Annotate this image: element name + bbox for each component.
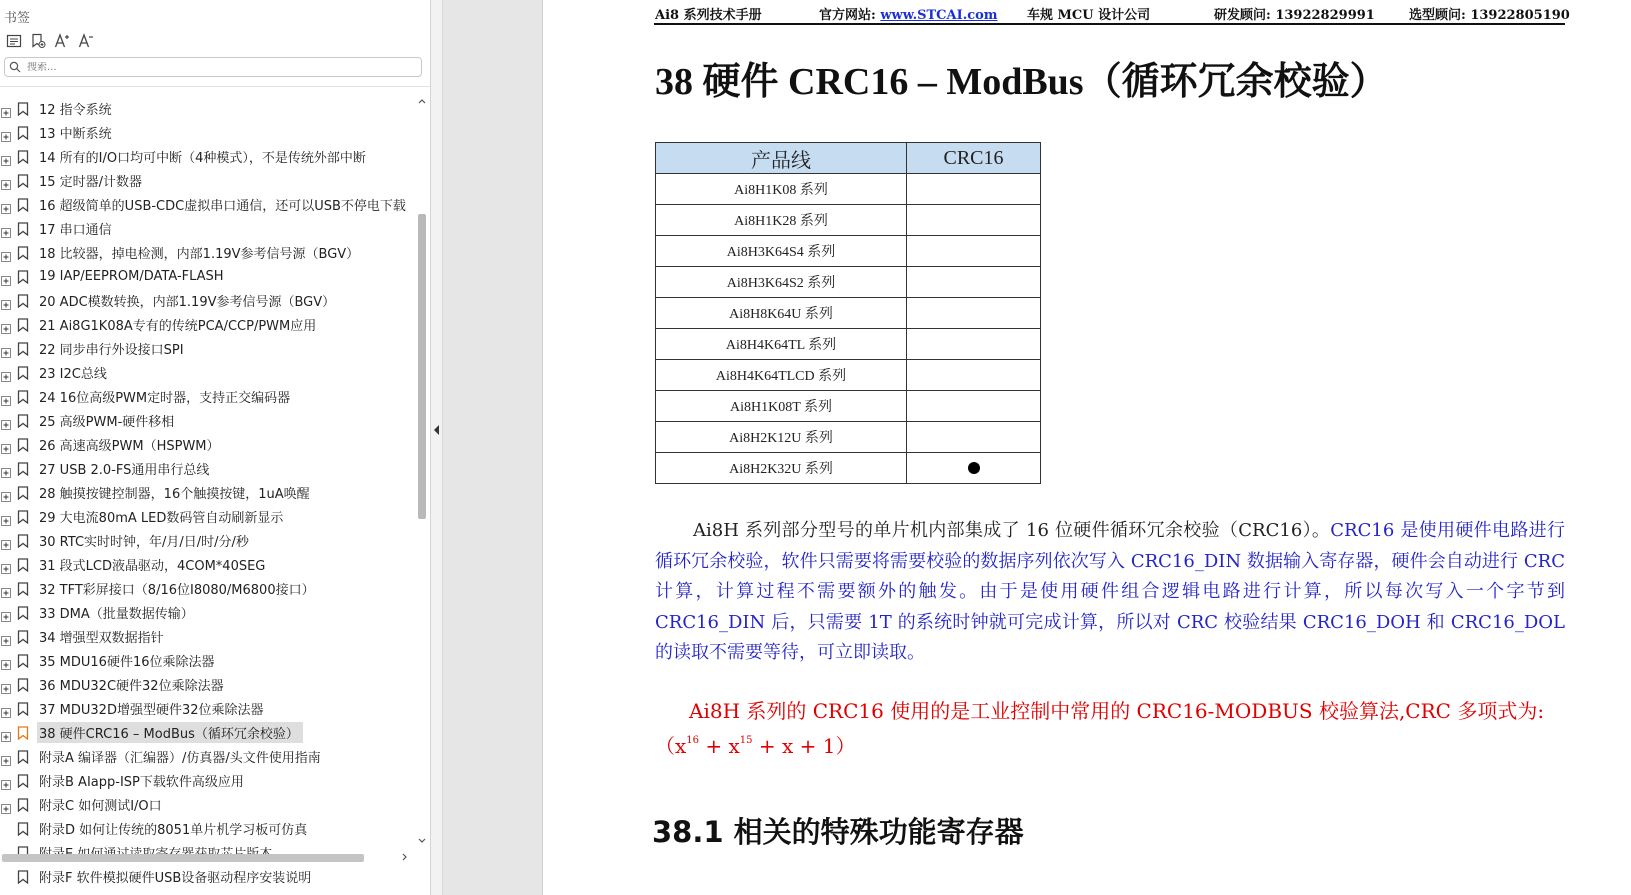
product-name-cell: Ai8H1K08 系列 — [656, 174, 907, 205]
bookmark-label: 22 同步串行外设接口SPI — [39, 342, 184, 358]
col-header-crc16: CRC16 — [907, 143, 1041, 174]
table-row — [656, 267, 1041, 298]
bookmark-panel — [0, 0, 431, 895]
crc16-support-cell — [907, 267, 1041, 298]
bookmark-label: 24 16位高级PWM定时器，支持正交编码器 — [39, 390, 291, 406]
product-name-cell: Ai8H1K08T 系列 — [656, 391, 907, 422]
table-row — [656, 236, 1041, 267]
expand-plus-icon[interactable] — [1, 295, 11, 305]
bookmark-search[interactable] — [4, 57, 422, 77]
vertical-scrollbar[interactable] — [414, 94, 430, 849]
expand-plus-icon[interactable] — [1, 751, 11, 761]
expand-plus-icon[interactable] — [1, 127, 11, 137]
expand-plus-icon[interactable] — [1, 247, 11, 257]
paragraph-blue: CRC16 是使用硬件电路进行循环冗余校验，软件只需要将需要校验的数据序列依次写入 CRC16_DIN 数据输入寄存器，硬件会自动进行 CRC 计算，计算过程不需要额外的触发。由于是使用硬件组合逻辑电路进行计算，所以每次写入一个字节到 CRC16_DIN 后，只需要 1T 的系统时钟就可完成计算，所以对 CRC 校验结果 CRC16_DOH 和 CRC16_DOL 的读取不需要等待，可立即读取。 — [655, 520, 1565, 663]
expand-plus-icon[interactable] — [1, 703, 11, 713]
bookmark-item[interactable] — [0, 600, 414, 624]
expand-plus-icon[interactable] — [1, 511, 11, 521]
product-name-cell: Ai8H2K12U 系列 — [656, 422, 907, 453]
bookmark-icon — [17, 629, 29, 643]
bookmark-icon — [17, 197, 29, 211]
table-row — [656, 298, 1041, 329]
horizontal-scrollbar[interactable] — [0, 852, 414, 866]
expand-plus-icon[interactable] — [1, 799, 11, 809]
bookmark-icon — [17, 869, 29, 883]
bookmark-label: 13 中断系统 — [39, 126, 112, 142]
bookmark-icon — [17, 221, 29, 235]
bookmark-item[interactable] — [0, 240, 414, 264]
table-row — [656, 453, 1041, 484]
table-row — [656, 391, 1041, 422]
bookmark-label: 27 USB 2.0-FS通用串行总线 — [39, 462, 210, 478]
header-site — [819, 4, 998, 23]
product-name-cell: Ai8H3K64S2 系列 — [656, 267, 907, 298]
crc16-support-cell — [907, 298, 1041, 329]
bookmark-icon — [17, 149, 29, 163]
scroll-up-icon[interactable] — [417, 96, 427, 106]
chapter-title: 38 硬件 CRC16 – ModBus（循环冗余校验） — [655, 61, 1388, 103]
bookmark-icon — [17, 413, 29, 427]
crc16-support-cell — [907, 205, 1041, 236]
poly-part-2: + x + 1） — [752, 734, 856, 758]
product-name-cell: Ai8H8K64U 系列 — [656, 298, 907, 329]
expand-plus-icon[interactable] — [1, 679, 11, 689]
bookmark-label: 38 硬件CRC16 – ModBus（循环冗余校验） — [37, 722, 303, 743]
expand-plus-icon[interactable] — [1, 583, 11, 593]
bookmark-label: 25 高级PWM-硬件移相 — [39, 414, 175, 430]
header-rd-contact: 研发顾问: 13922829991 — [1214, 8, 1375, 23]
bookmark-icon — [17, 125, 29, 139]
bookmark-label: 14 所有的I/O口均可中断（4种模式），不是传统外部中断 — [39, 150, 366, 166]
bookmark-item[interactable] — [0, 384, 414, 408]
expand-plus-icon[interactable] — [1, 271, 11, 281]
bookmark-icon — [17, 605, 29, 619]
expand-plus-icon[interactable] — [1, 655, 11, 665]
font-increase-icon[interactable] — [52, 31, 72, 51]
bookmark-item[interactable] — [0, 288, 414, 312]
bookmark-label: 36 MDU32C硬件32位乘除法器 — [39, 678, 224, 694]
bookmark-item[interactable] — [0, 432, 414, 456]
bookmark-icon — [17, 461, 29, 475]
expand-plus-icon — [1, 871, 11, 881]
bookmark-icon — [17, 341, 29, 355]
bookmark-icon — [17, 557, 29, 571]
bookmark-label: 37 MDU32D增强型硬件32位乘除法器 — [39, 702, 264, 718]
crc16-support-cell — [907, 360, 1041, 391]
expand-plus-icon[interactable] — [1, 775, 11, 785]
expand-plus-icon[interactable] — [1, 343, 11, 353]
bookmark-label: 12 指令系统 — [39, 102, 112, 118]
bookmark-toolbar — [4, 31, 96, 51]
expand-plus-icon[interactable] — [1, 151, 11, 161]
bookmark-label: 28 触摸按键控制器，16个触摸按键，1uA唤醒 — [39, 486, 310, 502]
bookmark-label: 18 比较器，掉电检测，内部1.19V参考信号源（BGV） — [39, 246, 360, 262]
divider — [0, 86, 430, 87]
scroll-right-icon[interactable] — [400, 852, 410, 862]
table-body — [656, 174, 1041, 484]
bookmark-item[interactable] — [0, 144, 414, 168]
bookmark-label: 35 MDU16硬件16位乘除法器 — [39, 654, 215, 670]
bookmark-item[interactable] — [0, 312, 414, 336]
col-header-product: 产品线 — [656, 143, 907, 174]
poly-open: （x — [655, 734, 687, 758]
expand-plus-icon[interactable] — [1, 367, 11, 377]
bookmark-label: 34 增强型双数据指针 — [39, 630, 164, 646]
expand-plus-icon[interactable] — [1, 487, 11, 497]
collapse-left-icon[interactable] — [433, 424, 441, 436]
header-manual: Ai8 系列技术手册 — [655, 8, 762, 23]
bookmark-item[interactable] — [0, 120, 414, 144]
expand-plus-icon[interactable] — [1, 559, 11, 569]
product-name-cell: Ai8H3K64S4 系列 — [656, 236, 907, 267]
expand-plus-icon[interactable] — [1, 631, 11, 641]
bookmark-item[interactable] — [0, 504, 414, 528]
table-row — [656, 205, 1041, 236]
bookmark-icon — [17, 101, 29, 115]
bookmark-item[interactable] — [0, 792, 414, 816]
bookmark-item[interactable] — [0, 360, 414, 384]
bookmark-icon — [17, 437, 29, 451]
expand-plus-icon[interactable] — [1, 415, 11, 425]
bookmark-label: 29 大电流80mA LED数码管自动刷新显示 — [39, 510, 284, 526]
bookmark-label: 附录B AIapp-ISP下载软件高级应用 — [39, 774, 244, 790]
bookmark-icon — [17, 749, 29, 763]
bookmark-label: 附录C 如何测试I/O口 — [39, 798, 162, 814]
bookmark-label: 附录F 软件模拟硬件USB设备驱动程序安装说明 — [39, 870, 312, 886]
poly-part-1: + x — [699, 734, 740, 758]
product-name-cell: Ai8H4K64TLCD 系列 — [656, 360, 907, 391]
bookmark-item[interactable] — [0, 528, 414, 552]
expand-plus-icon[interactable] — [1, 175, 11, 185]
bookmark-icon — [17, 269, 29, 283]
table-row — [656, 329, 1041, 360]
table-row — [656, 174, 1041, 205]
poly-exp-15: 15 — [739, 735, 753, 746]
bookmark-label: 31 段式LCD液晶驱动，4COM*40SEG — [39, 558, 266, 574]
bookmark-tree — [0, 96, 414, 888]
bookmark-label: 26 高速高级PWM（HSPWM） — [39, 438, 220, 454]
bookmark-icon — [17, 245, 29, 259]
bookmark-icon — [17, 701, 29, 715]
bookmark-label: 21 Ai8G1K08A专有的传统PCA/CCP/PWM应用 — [39, 318, 317, 334]
bookmark-icon — [17, 317, 29, 331]
bookmark-item[interactable] — [0, 672, 414, 696]
bookmark-icon — [17, 389, 29, 403]
document-page — [542, 0, 1631, 895]
bookmark-label: 23 I2C总线 — [39, 366, 107, 382]
header-sel-contact: 选型顾问: 13922805190 — [1409, 8, 1570, 23]
bookmark-list-icon[interactable] — [4, 31, 24, 51]
bookmark-item[interactable] — [0, 480, 414, 504]
red-text: Ai8H 系列的 CRC16 使用的是工业控制中常用的 CRC16-MODBUS 校验算法,CRC 多项式为: — [689, 699, 1545, 723]
table-header-row — [656, 143, 1041, 174]
expand-plus-icon[interactable] — [1, 223, 11, 233]
paragraph-intro: Ai8H 系列部分型号的单片机内部集成了 16 位硬件循环冗余校验（CRC16）。 — [693, 520, 1331, 541]
bookmark-label: 19 IAP/EEPROM/DATA-FLASH — [39, 268, 224, 284]
table-row — [656, 360, 1041, 391]
crc16-support-cell — [907, 236, 1041, 267]
crc16-support-cell — [907, 174, 1041, 205]
crc16-support-cell — [907, 391, 1041, 422]
expand-plus-icon[interactable] — [1, 463, 11, 473]
bookmark-item[interactable] — [0, 408, 414, 432]
crc16-support-cell — [907, 422, 1041, 453]
bookmark-item[interactable] — [0, 768, 414, 792]
expand-plus-icon[interactable] — [1, 319, 11, 329]
bookmark-item[interactable] — [0, 192, 414, 216]
bookmark-icon — [17, 653, 29, 667]
bookmark-item[interactable] — [0, 168, 414, 192]
bookmark-item[interactable] — [0, 264, 414, 288]
bookmark-icon — [17, 509, 29, 523]
bookmark-icon — [17, 173, 29, 187]
header-site-label: 官方网站: — [819, 8, 881, 23]
bookmark-icon — [17, 581, 29, 595]
bookmark-item[interactable] — [0, 720, 414, 744]
bookmark-icon — [17, 797, 29, 811]
bookmark-item[interactable] — [0, 336, 414, 360]
poly-exp-16: 16 — [686, 735, 700, 746]
expand-plus-icon[interactable] — [1, 727, 11, 737]
hscroll-thumb[interactable] — [2, 854, 364, 862]
header-company: 车规 MCU 设计公司 — [1027, 8, 1151, 23]
bookmark-icon — [17, 725, 29, 739]
expand-plus-icon — [1, 823, 11, 833]
bookmark-item[interactable] — [0, 456, 414, 480]
bookmark-label: 20 ADC模数转换，内部1.19V参考信号源（BGV） — [39, 294, 336, 310]
header-rule — [654, 23, 1565, 25]
font-decrease-icon[interactable] — [76, 31, 96, 51]
expand-plus-icon[interactable] — [1, 607, 11, 617]
crc16-support-cell — [907, 453, 1041, 484]
search-input[interactable] — [27, 62, 407, 73]
bookmark-label: 17 串口通信 — [39, 222, 112, 238]
section-title: 38.1 相关的特殊功能寄存器 — [652, 815, 1024, 849]
crc16-support-cell — [907, 329, 1041, 360]
bookmark-item[interactable] — [0, 696, 414, 720]
bookmark-icon — [17, 293, 29, 307]
bookmark-item[interactable] — [0, 648, 414, 672]
product-table — [655, 142, 1041, 484]
bookmark-label: 33 DMA（批量数据传输） — [39, 606, 194, 622]
bookmark-label: 15 定时器/计数器 — [39, 174, 143, 190]
expand-plus-icon[interactable] — [1, 439, 11, 449]
expand-plus-icon[interactable] — [1, 199, 11, 209]
bookmark-item[interactable] — [0, 552, 414, 576]
panel-splitter[interactable] — [431, 0, 443, 895]
polynomial-note — [655, 696, 1565, 761]
bookmark-item[interactable] — [0, 744, 414, 768]
scroll-down-icon[interactable] — [417, 836, 427, 846]
search-icon — [9, 61, 21, 73]
product-name-cell: Ai8H1K28 系列 — [656, 205, 907, 236]
expand-plus-icon[interactable] — [1, 103, 11, 113]
body-paragraph — [655, 516, 1565, 669]
bookmark-item[interactable] — [0, 864, 414, 888]
bookmark-label: 附录A 编译器（汇编器）/仿真器/头文件使用指南 — [39, 750, 321, 766]
bookmark-label: 16 超级简单的USB-CDC虚拟串口通信，还可以USB不停电下载 — [39, 198, 406, 214]
scroll-thumb[interactable] — [418, 214, 426, 519]
panel-title: 书签 — [4, 11, 31, 26]
bookmark-add-icon[interactable] — [28, 31, 48, 51]
bookmark-item[interactable] — [0, 216, 414, 240]
bookmark-icon — [17, 485, 29, 499]
bookmark-icon — [17, 677, 29, 691]
expand-plus-icon[interactable] — [1, 535, 11, 545]
product-name-cell: Ai8H2K32U 系列 — [656, 453, 907, 484]
header-site-link[interactable]: www.STCAI.com — [880, 8, 998, 23]
expand-plus-icon[interactable] — [1, 391, 11, 401]
bookmark-item[interactable] — [0, 624, 414, 648]
product-name-cell: Ai8H4K64TL 系列 — [656, 329, 907, 360]
bookmark-icon — [17, 533, 29, 547]
bookmark-icon — [17, 365, 29, 379]
bookmark-label: 附录D 如何让传统的8051单片机学习板可仿真 — [39, 822, 308, 838]
bookmark-icon — [17, 821, 29, 835]
bookmark-icon — [17, 773, 29, 787]
bookmark-label: 30 RTC实时时钟，年/月/日/时/分/秒 — [39, 534, 249, 550]
bookmark-item[interactable] — [0, 816, 414, 840]
support-dot-icon — [968, 462, 980, 474]
bookmark-item[interactable] — [0, 96, 414, 120]
table-row — [656, 422, 1041, 453]
bookmark-item[interactable] — [0, 576, 414, 600]
bookmark-label: 32 TFT彩屏接口（8/16位I8080/M6800接口） — [39, 582, 315, 598]
